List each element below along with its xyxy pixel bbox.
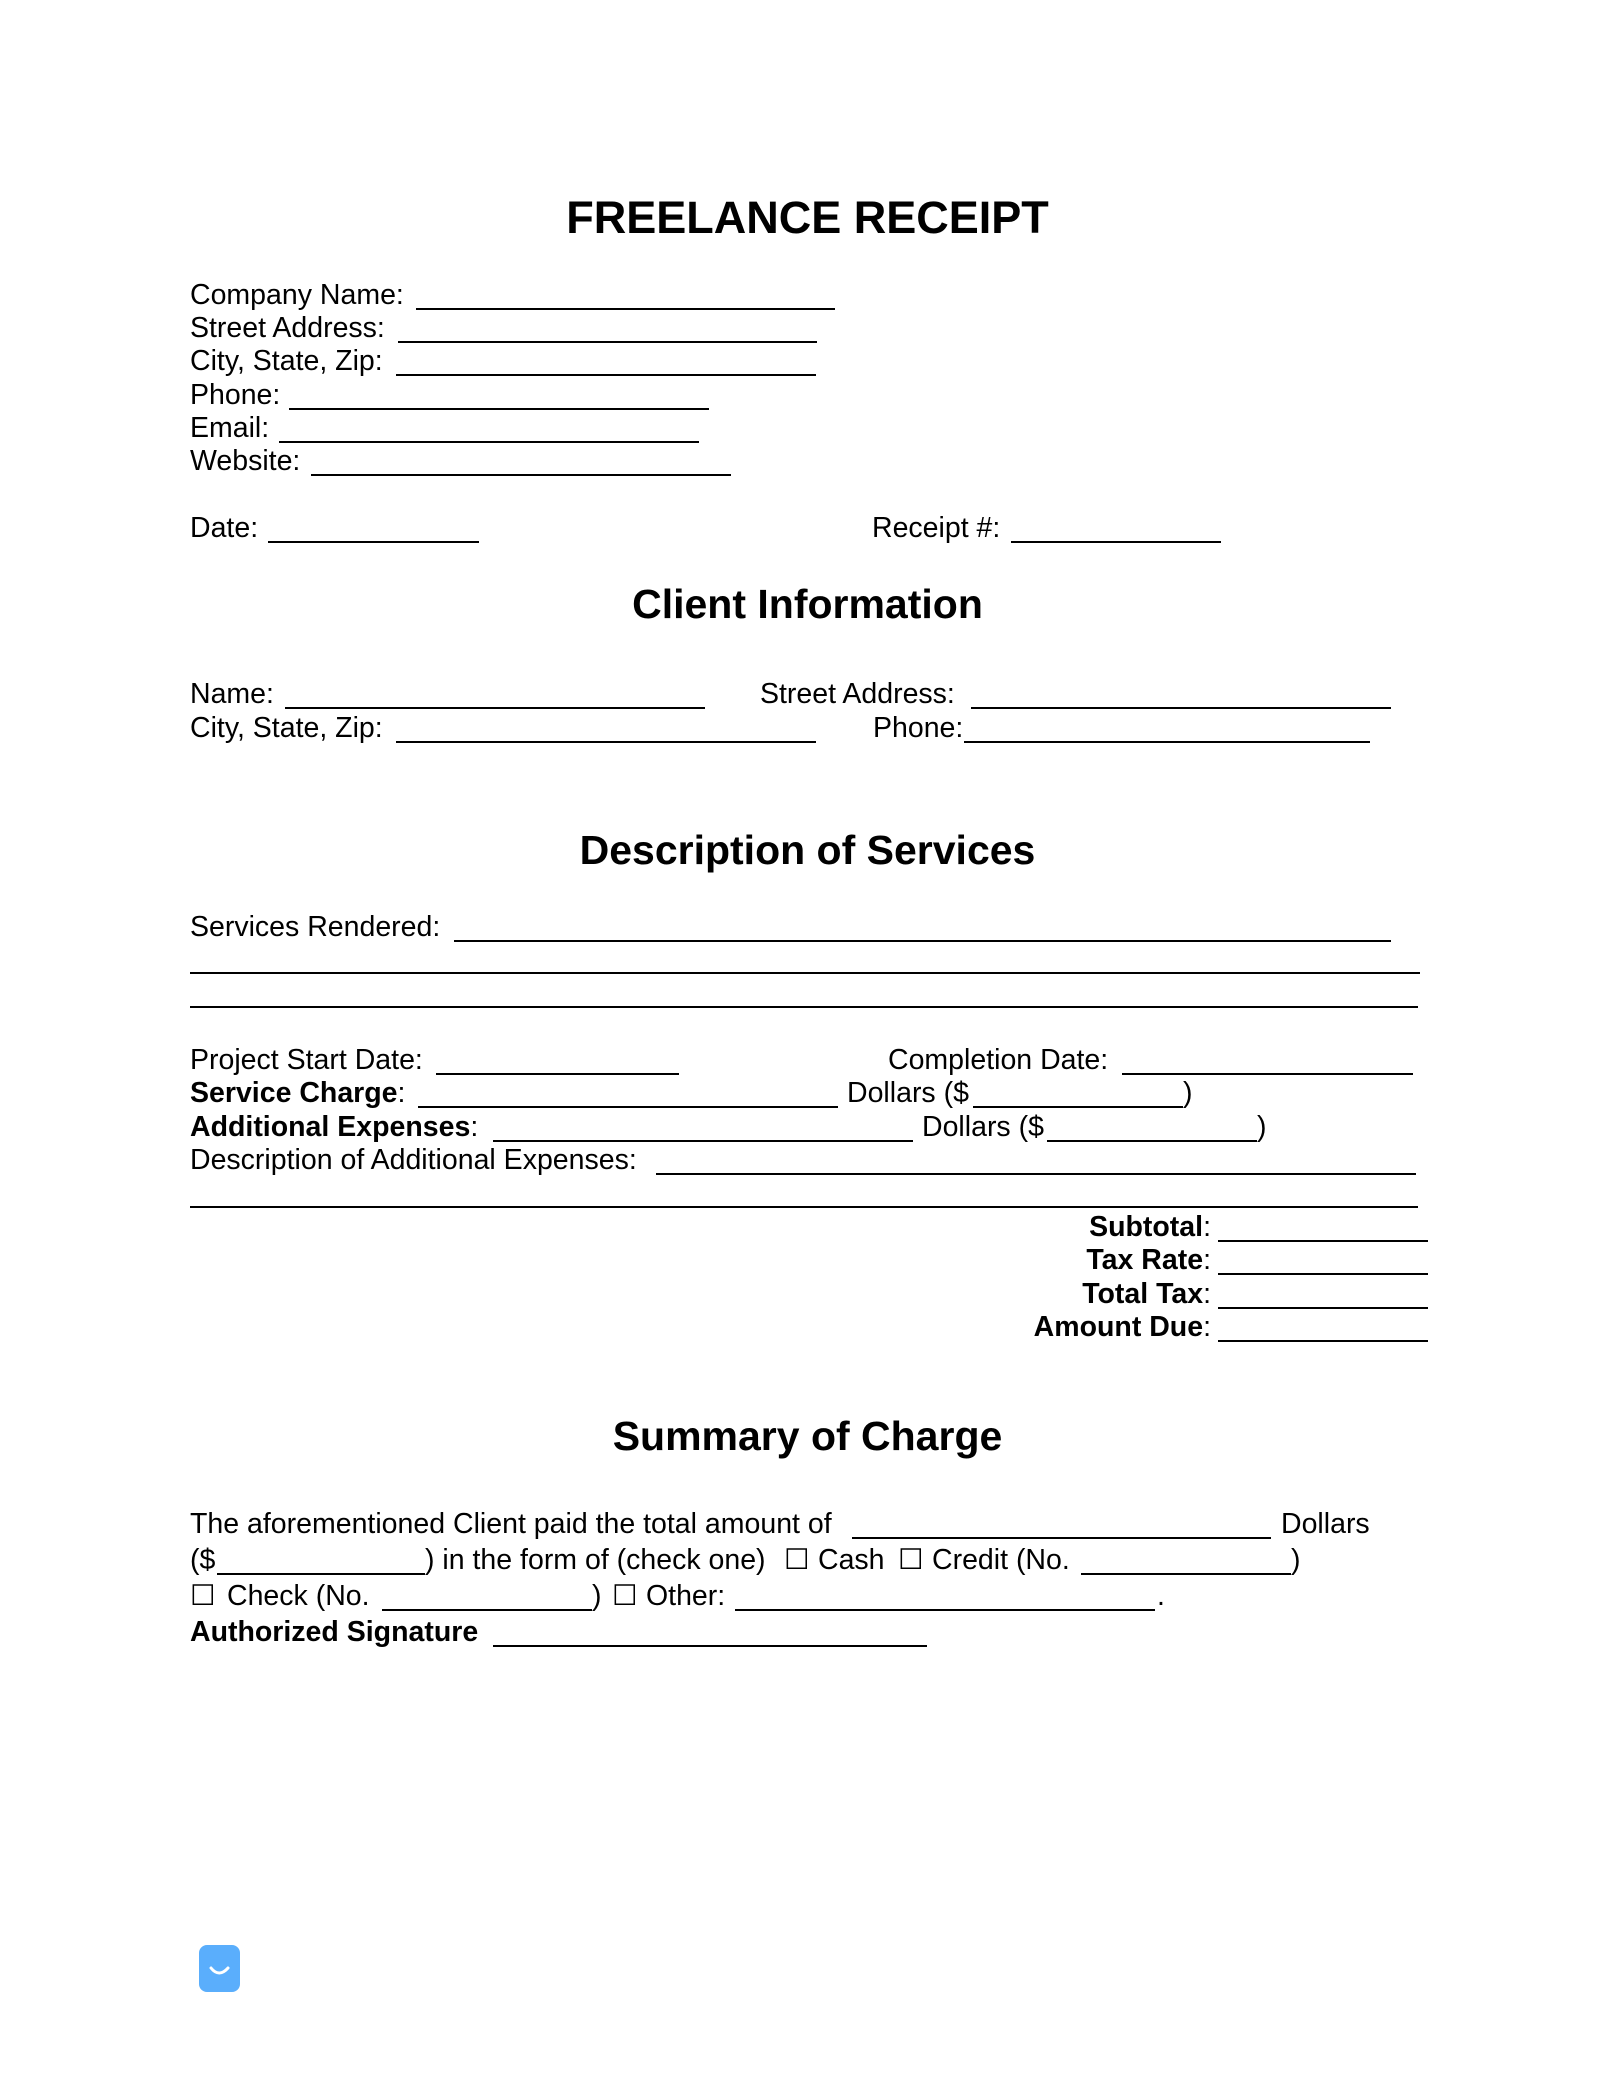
subtotal-label: Subtotal	[1089, 1211, 1204, 1243]
other-period: .	[1157, 1580, 1165, 1612]
service-charge-colon: :	[397, 1077, 406, 1109]
tax-rate-field[interactable]	[1218, 1273, 1428, 1275]
project-start-date-label: Project Start Date:	[190, 1044, 423, 1076]
additional-expenses-field[interactable]	[493, 1140, 913, 1142]
company-email-field[interactable]	[279, 441, 699, 443]
credit-checkbox[interactable]: ☐	[898, 1544, 924, 1576]
amount-due-row	[900, 1310, 1211, 1344]
other-checkbox[interactable]: ☐	[612, 1580, 638, 1612]
client-phone-label: Phone:	[873, 712, 964, 744]
amount-due-field[interactable]	[1218, 1340, 1428, 1342]
date-label: Date:	[190, 512, 259, 544]
service-charge-field[interactable]	[418, 1106, 838, 1108]
total-tax-label: Total Tax	[1082, 1278, 1204, 1310]
cash-label: Cash	[818, 1544, 885, 1576]
client-city-field[interactable]	[396, 741, 816, 743]
company-name-field[interactable]	[416, 308, 835, 310]
service-charge-row	[190, 1076, 405, 1110]
summary-of-charge-heading: Summary of Charge	[612, 1413, 1003, 1459]
client-street-label: Street Address:	[760, 678, 955, 710]
company-website-label: Website:	[190, 445, 301, 477]
company-street-field[interactable]	[398, 341, 817, 343]
page-title: FREELANCE RECEIPT	[566, 192, 1049, 243]
subtotal-colon: :	[1203, 1211, 1211, 1243]
completion-date-label: Completion Date:	[888, 1044, 1109, 1076]
check-close-paren: )	[592, 1580, 602, 1612]
additional-expenses-dollars-field[interactable]	[1047, 1140, 1257, 1142]
credit-close-paren: )	[1291, 1544, 1301, 1576]
completion-date-field[interactable]	[1122, 1073, 1413, 1075]
tax-rate-row	[900, 1243, 1211, 1277]
additional-expenses-description-line-2[interactable]	[190, 1206, 1418, 1208]
check-label: Check (No.	[227, 1580, 370, 1612]
summary-dollar-open: ($	[190, 1544, 216, 1576]
summary-form-text: ) in the form of (check one)	[425, 1544, 766, 1576]
description-of-services-heading: Description of Services	[579, 827, 1036, 873]
brand-logo-icon	[199, 1945, 240, 1992]
company-name-label: Company Name:	[190, 279, 404, 311]
client-name-field[interactable]	[285, 707, 705, 709]
amount-due-label: Amount Due	[1033, 1311, 1204, 1343]
client-information-heading: Client Information	[632, 581, 983, 627]
company-city-field[interactable]	[396, 374, 816, 376]
receipt-number-field[interactable]	[1011, 541, 1221, 543]
company-phone-field[interactable]	[289, 408, 709, 410]
subtotal-field[interactable]	[1218, 1240, 1428, 1242]
credit-number-field[interactable]	[1081, 1573, 1291, 1575]
additional-expenses-label: Additional Expenses	[190, 1111, 471, 1143]
summary-total-amount-field[interactable]	[852, 1537, 1271, 1539]
additional-expenses-description-label: Description of Additional Expenses:	[190, 1144, 637, 1176]
client-city-label: City, State, Zip:	[190, 712, 383, 744]
client-phone-field[interactable]	[964, 741, 1370, 743]
amount-due-colon: :	[1203, 1311, 1211, 1343]
company-city-label: City, State, Zip:	[190, 345, 383, 377]
service-charge-dollars-field[interactable]	[973, 1106, 1183, 1108]
additional-expenses-colon: :	[470, 1111, 479, 1143]
summary-paid-text: The aforementioned Client paid the total amount of	[190, 1508, 832, 1540]
company-street-label: Street Address:	[190, 312, 385, 344]
summary-dollar-amount-field[interactable]	[217, 1573, 425, 1575]
services-rendered-line-3[interactable]	[190, 1006, 1418, 1008]
authorized-signature-field[interactable]	[493, 1645, 927, 1647]
services-rendered-label: Services Rendered:	[190, 911, 441, 943]
services-rendered-field[interactable]	[454, 940, 1391, 942]
credit-label: Credit (No.	[932, 1544, 1070, 1576]
client-street-field[interactable]	[971, 707, 1391, 709]
other-field[interactable]	[735, 1609, 1155, 1611]
additional-expenses-description-field[interactable]	[656, 1173, 1416, 1175]
authorized-signature-label: Authorized Signature	[190, 1616, 479, 1648]
service-charge-label: Service Charge	[190, 1077, 398, 1109]
additional-expenses-dollars-label: Dollars ($	[922, 1111, 1044, 1143]
receipt-number-label: Receipt #:	[872, 512, 1001, 544]
total-tax-colon: :	[1203, 1278, 1211, 1310]
other-label: Other:	[646, 1580, 726, 1612]
total-tax-field[interactable]	[1218, 1307, 1428, 1309]
cash-checkbox[interactable]: ☐	[784, 1544, 810, 1576]
tax-rate-label: Tax Rate	[1086, 1244, 1204, 1276]
additional-expenses-close-paren: )	[1257, 1111, 1267, 1143]
company-email-label: Email:	[190, 412, 270, 444]
services-rendered-line-2[interactable]	[190, 972, 1420, 974]
service-charge-dollars-label: Dollars ($	[847, 1077, 969, 1109]
additional-expenses-row	[190, 1110, 478, 1144]
subtotal-row	[900, 1210, 1211, 1244]
company-website-field[interactable]	[311, 474, 731, 476]
date-field[interactable]	[268, 541, 479, 543]
check-checkbox[interactable]: ☐	[190, 1580, 216, 1612]
tax-rate-colon: :	[1203, 1244, 1211, 1276]
summary-dollars-label: Dollars	[1281, 1508, 1370, 1540]
company-phone-label: Phone:	[190, 379, 281, 411]
client-name-label: Name:	[190, 678, 274, 710]
project-start-date-field[interactable]	[436, 1073, 679, 1075]
total-tax-row	[900, 1277, 1211, 1311]
check-number-field[interactable]	[382, 1609, 592, 1611]
service-charge-close-paren: )	[1183, 1077, 1193, 1109]
